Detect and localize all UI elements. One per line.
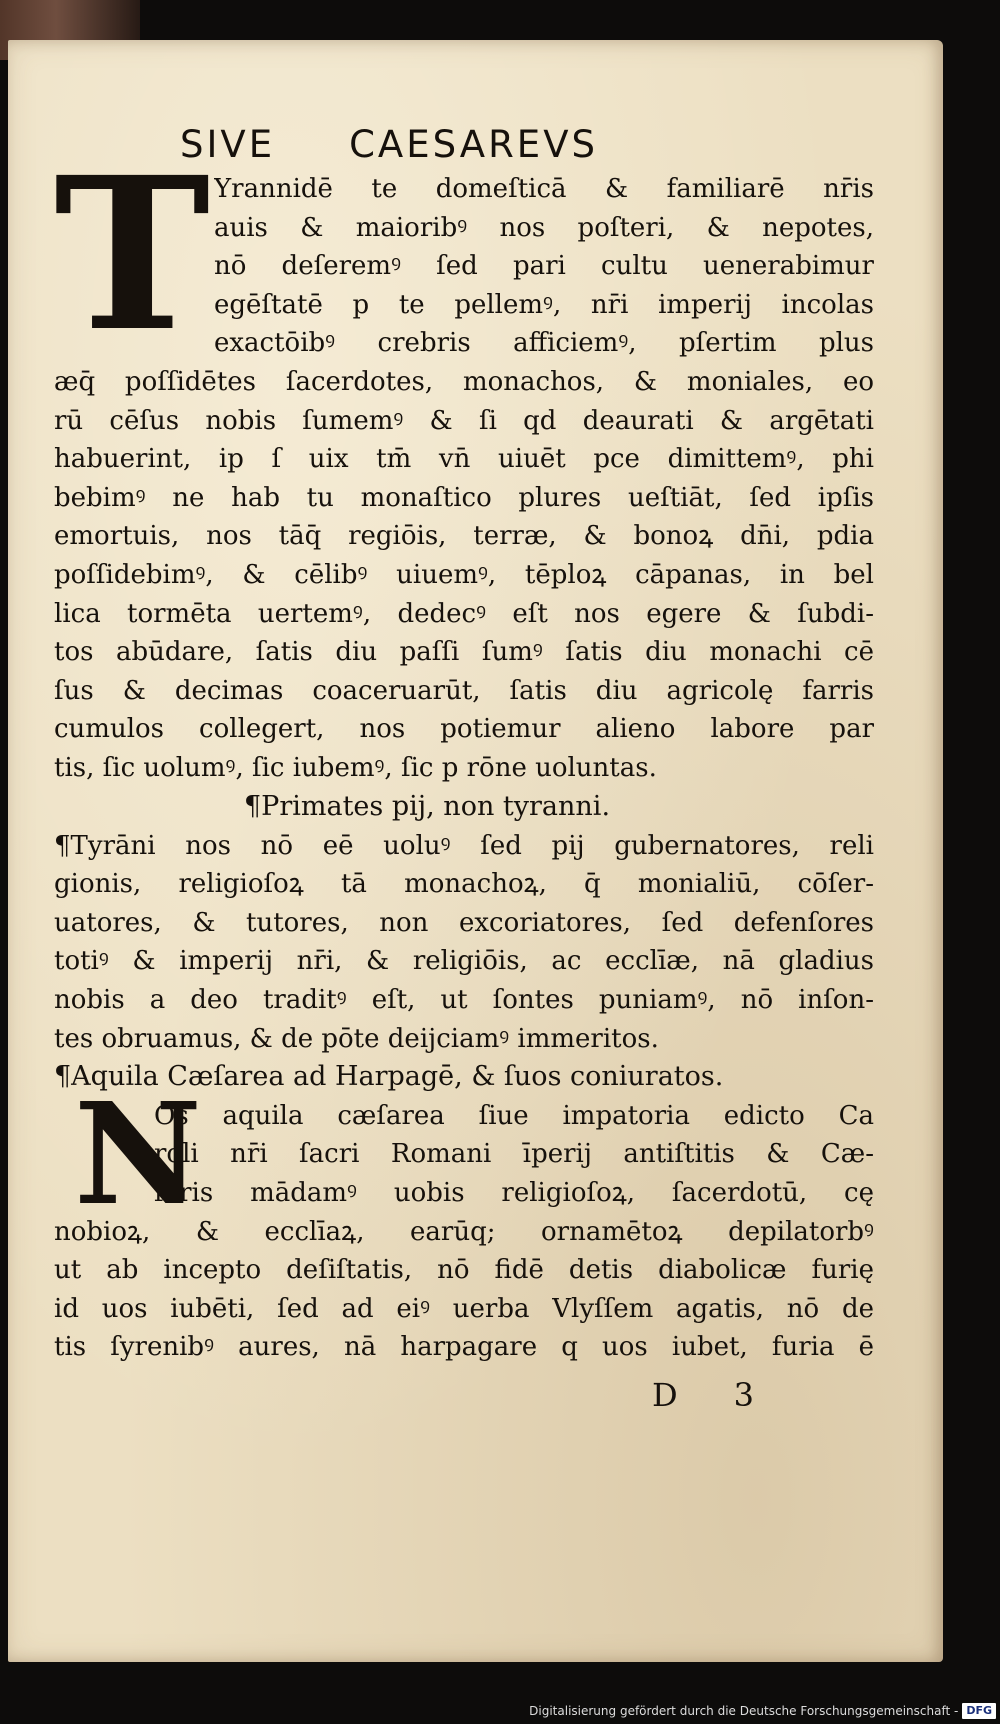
drop-capital-t: T [54, 131, 211, 378]
signature-mark [54, 1373, 874, 1417]
book-page [8, 40, 943, 1662]
signature-number: 3 [733, 1375, 754, 1414]
text-line: æq̄ poſſidētes ſacerdotes, monachos, & moniales, eo [54, 366, 874, 397]
text-line: auis & maioribꝰ nos poſteri, & nepotes, [214, 212, 874, 243]
dfg-logo: DFG [962, 1703, 996, 1719]
text-line: roli nr̄i ſacri Romani īperij antiſtitis & Cæ- [154, 1139, 874, 1170]
running-head-left: SIVE [180, 123, 276, 166]
running-head [180, 120, 874, 170]
footer-text: Digitalisierung gefördert durch die Deutsche Forschungsgemeinschaft - [529, 1704, 959, 1718]
text-line: habuerint, ip ſ uix tm̄ vn̄ uiuēt pce dimittemꝰ, phi [54, 444, 874, 475]
text-line: exactōibꝰ crebris afficiemꝰ, pſertim plus [214, 328, 874, 359]
running-head-right: CAESAREVS [349, 123, 598, 166]
text-line: tis ſyrenibꝰ aures, nā harpagare q uos iubet, furia ē [54, 1332, 874, 1363]
text-line: lica tormēta uertemꝰ, dedecꝰ eſt nos egere & ſubdi- [54, 598, 874, 629]
text-line: ut ab incepto deſiſtatis, nō fidē detis diabolicæ furię [54, 1255, 874, 1286]
text-line: emortuis, nos tāq̄ regiōis, terræ, & bonoꝝ dn̄i, pdia [54, 521, 874, 552]
text-line: ¶Tyrāni nos nō eē uoluꝰ ſed pij gubernatores, reli [54, 830, 874, 861]
text-block [54, 120, 874, 1417]
text-line: id uos iubēti, ſed ad eiꝰ uerba Vlyſſem agatis, nō de [54, 1293, 874, 1324]
text-line: nobis a deo traditꝰ eſt, ut ſontes puniamꝰ, nō inſon- [54, 984, 874, 1015]
drop-capital-n: N [74, 1072, 202, 1237]
text-line: ſus & decimas coaceruarūt, ſatis diu agricolę farris [54, 675, 874, 706]
text-line: nō deſeremꝰ ſed pari cultu uenerabimur [214, 251, 874, 282]
text-line: bebimꝰ ne hab tu monaſtico plures ueſtiāt, ſed ipſis [54, 482, 874, 513]
digitization-footer [529, 1702, 996, 1720]
section-heading: ¶Aquila Cæſarea ad Harpagē, & ſuos coniuratos. [54, 1061, 724, 1093]
signature-letter: D [651, 1375, 678, 1414]
text-line: egēſtatē p te pellemꝰ, nr̄i imperij incolas [214, 289, 874, 320]
text-line: gionis, religioſoꝝ tā monachoꝝ, q̄ monialiū, cōſer- [54, 869, 874, 900]
text-line: tes obruamus, & de pōte deijciamꝰ immeritos. [54, 1023, 659, 1054]
text-line: Os aquila cæſarea ſiue impatoria edicto Ca [154, 1100, 874, 1131]
text-line: nobioꝝ, & ecclīaꝝ, earūq; ornamētoꝝ depilatorbꝰ [54, 1216, 874, 1247]
text-line: tos abūdare, ſatis diu paſſi ſumꝰ ſatis diu monachi cē [54, 637, 874, 668]
paragraph-2 [54, 827, 874, 1059]
section-heading: ¶Primates pij, non tyranni. [244, 791, 611, 822]
text-line: Yrannidē te domeſticā & familiarē nr̄is [214, 174, 874, 204]
text-line: tis, ſic uolumꝰ, ſic iubemꝰ, ſic p rōne uoluntas. [54, 752, 657, 783]
text-line: cumulos collegert, nos potiemur alieno labore par [54, 714, 874, 745]
text-line: uatores, & tutores, non excoriatores, ſed defenſores [54, 907, 874, 938]
text-line: totiꝰ & imperij nr̄i, & religiōis, ac ecclīæ, nā gladius [54, 946, 874, 977]
text-line: rū cēſus nobis ſumemꝰ & ſi qd deaurati & argētati [54, 405, 874, 436]
text-line: ſaris mādamꝰ uobis religioſoꝝ, ſacerdotū, cę [154, 1177, 874, 1208]
text-line: poſſidebimꝰ, & cēlibꝰ uiuemꝰ, tēploꝝ cāpanas, in bel [54, 559, 874, 590]
